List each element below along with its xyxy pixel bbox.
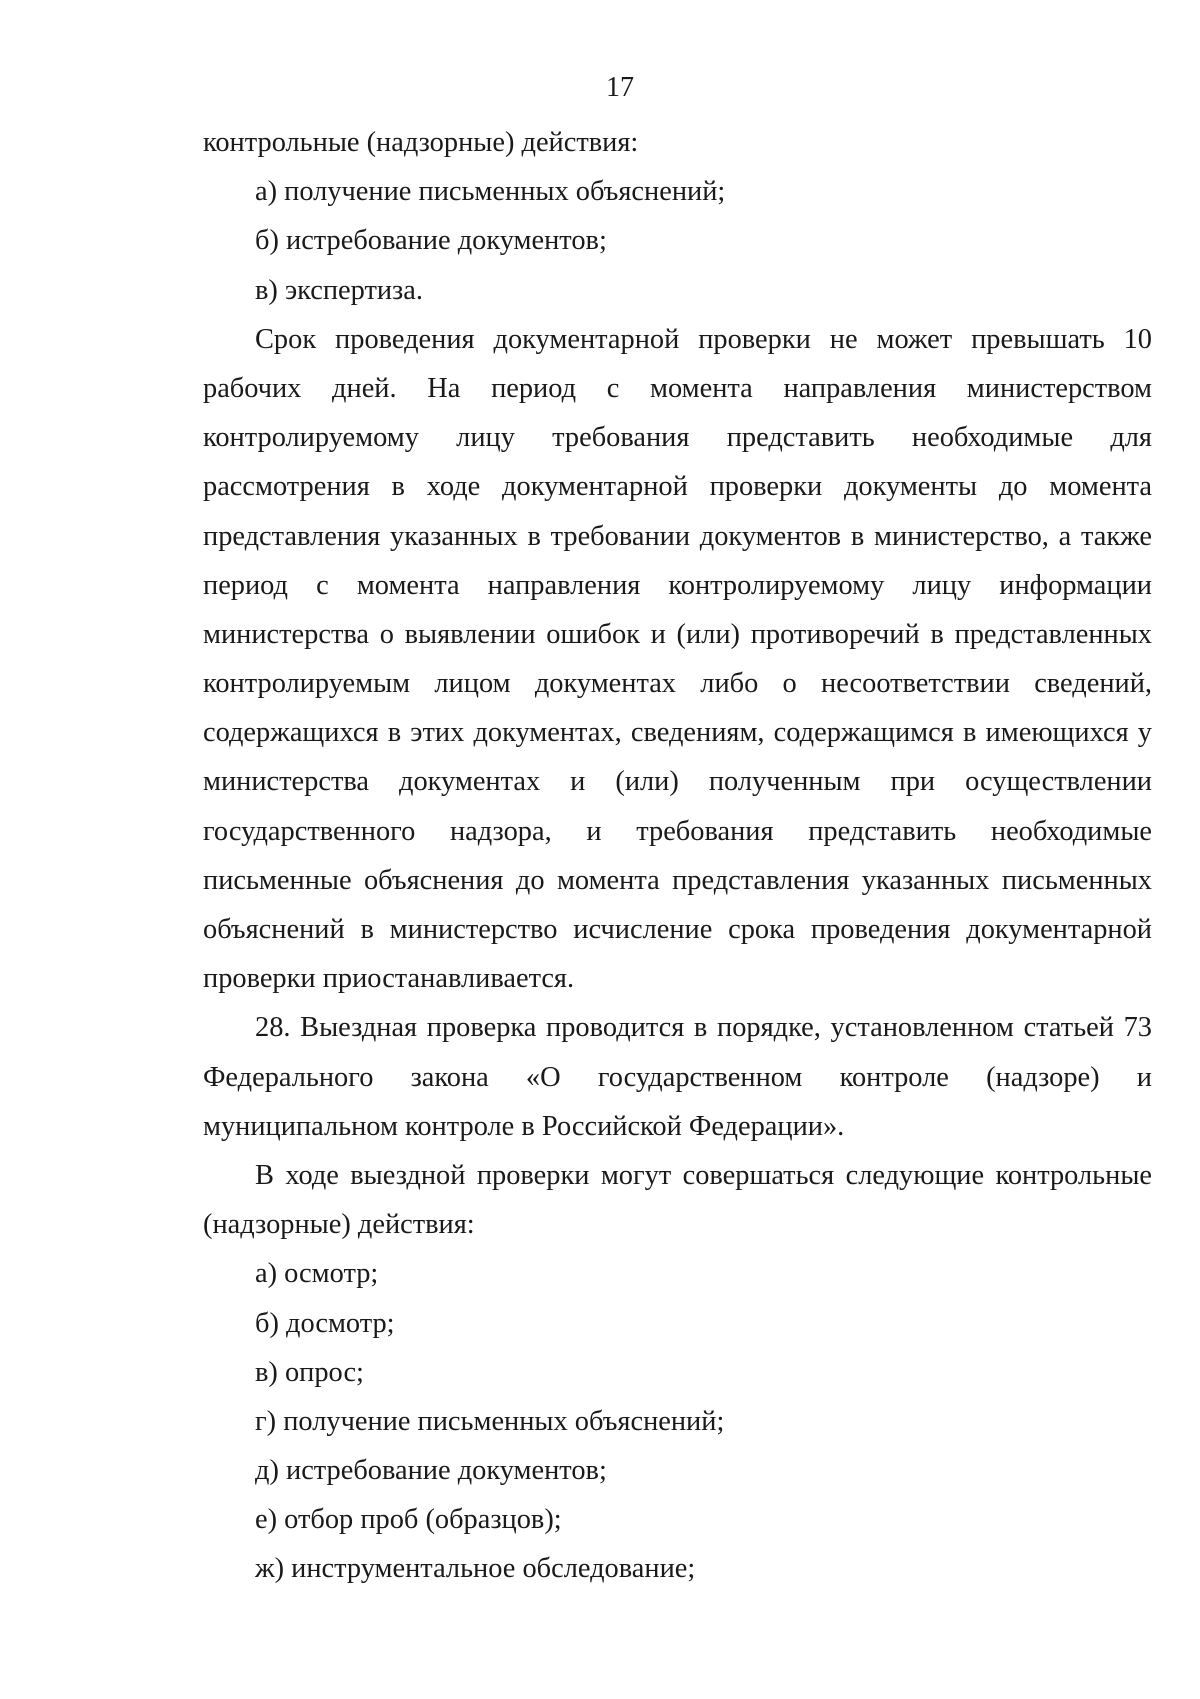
text-line: муниципальном контроле в Российской Федерации».	[203, 1110, 845, 1142]
text-line: письменные объяснения до момента представления указанных письменных	[203, 864, 1152, 896]
text-line: (надзорные) действия:	[203, 1209, 475, 1241]
text-line: а) получение письменных объяснений;	[255, 176, 726, 208]
text-line: министерства о выявлении ошибок и (или) противоречий в представленных	[203, 618, 1152, 650]
text-line: контролируемому лицу требования представить необходимые для	[203, 422, 1152, 454]
document-body	[203, 118, 1152, 1594]
text-line: ж) инструментальное обследование;	[255, 1553, 696, 1585]
text-line: объяснений в министерство исчисление срока проведения документарной	[203, 914, 1152, 945]
text-line: рабочих дней. На период с момента направления министерством	[203, 372, 1152, 404]
text-line: в) экспертиза.	[255, 274, 423, 306]
text-line: государственного надзора, и требования представить необходимые	[203, 815, 1152, 847]
text-line: министерства документах и (или) полученным при осуществлении	[203, 766, 1152, 798]
text-line: в) опрос;	[255, 1356, 364, 1388]
text-line: е) отбор проб (образцов);	[255, 1504, 562, 1536]
text-line: г) получение письменных объяснений;	[255, 1405, 725, 1437]
text-line: содержащихся в этих документах, сведениям, содержащимся в имеющихся у	[203, 717, 1152, 749]
text-line: 28. Выездная проверка проводится в порядке, установленном статьей 73	[255, 1012, 1152, 1044]
text-line: контрольные (надзорные) действия:	[203, 127, 639, 158]
text-line: б) досмотр;	[255, 1307, 395, 1339]
text-line: д) истребование документов;	[255, 1455, 607, 1487]
text-line: б) истребование документов;	[255, 225, 607, 257]
text-line: В ходе выездной проверки могут совершаться следующие контрольные	[255, 1159, 1152, 1191]
text-line: а) осмотр;	[255, 1258, 379, 1290]
text-line: период с момента направления контролируемому лицу информации	[203, 569, 1152, 601]
text-line: рассмотрения в ходе документарной проверки документы до момента	[203, 471, 1152, 503]
page-number: 17	[606, 72, 634, 103]
text-line: Срок проведения документарной проверки не может превышать 10	[255, 323, 1152, 355]
text-line: контролируемым лицом документах либо о несоответствии сведений,	[203, 668, 1152, 700]
text-line: проверки приостанавливается.	[203, 963, 575, 995]
text-line: Федерального закона «О государственном контроле (надзоре) и	[203, 1061, 1152, 1093]
text-line: представления указанных в требовании документов в министерство, а также	[203, 520, 1152, 552]
